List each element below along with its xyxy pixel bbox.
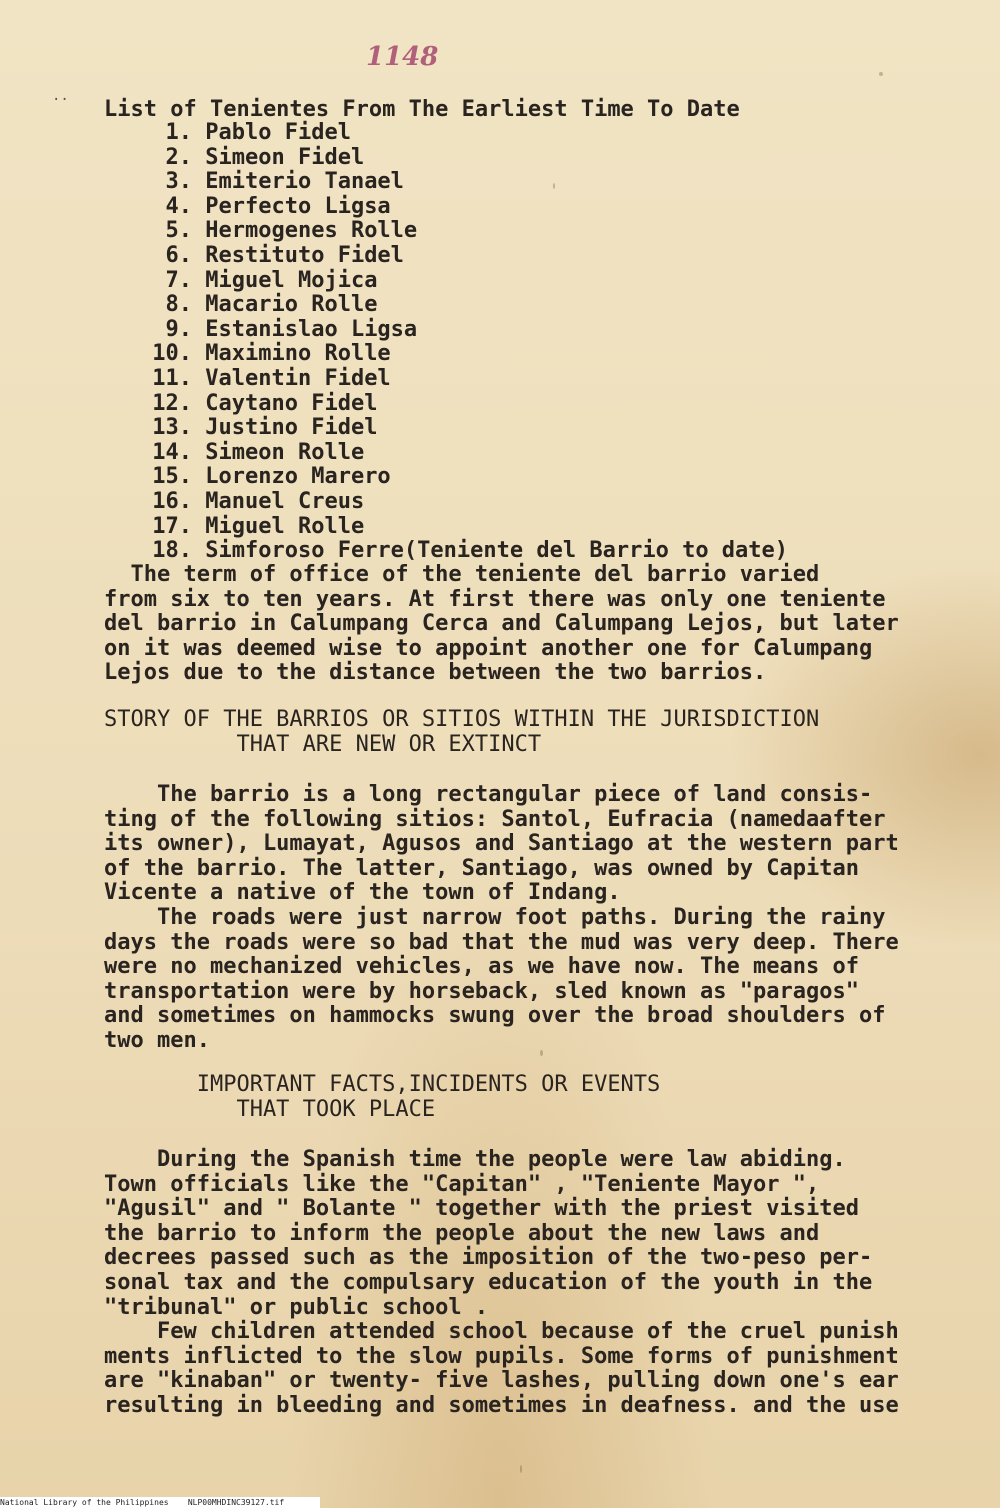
text-line: The barrio is a long rectangular piece of land consis- [104, 782, 873, 807]
paragraph-spanish-time [104, 1148, 994, 1419]
list-item-name: Miguel Mojica [205, 267, 378, 293]
handwritten-page-number: 1148 [366, 42, 439, 72]
list-item-number: 9. [165, 316, 192, 342]
list-item-number: 13. [152, 415, 192, 441]
margin-mark: ·· [52, 92, 69, 108]
text-line: resulting in bleeding and sometimes in deafness. and the use [104, 1392, 899, 1418]
text-line: Few children attended school because of the cruel punish [104, 1319, 899, 1345]
text-line: and sometimes on hammocks swung over the broad shoulders of [104, 1003, 886, 1029]
text-line: Town officials like the "Capitan" , "Teniente Mayor ", [104, 1171, 820, 1197]
text-line: transportation were by horseback, sled known as "paragos" [104, 978, 859, 1004]
list-item [136, 342, 788, 367]
list-item-number: 4. [165, 193, 192, 219]
text-line: IMPORTANT FACTS,INCIDENTS OR EVENTS [104, 1072, 661, 1097]
list-item [136, 244, 788, 269]
list-item-number: 11. [152, 365, 192, 391]
text-line: STORY OF THE BARRIOS OR SITIOS WITHIN THE JURISDICTION [104, 707, 820, 732]
text-line: sonal tax and the compulsary education of the youth in the [104, 1269, 873, 1295]
list-item [136, 269, 788, 294]
list-item [136, 392, 788, 417]
list-item-name: Manuel Creus [205, 488, 365, 514]
list-item-number: 18. [152, 538, 192, 564]
list-item-number: 15. [152, 464, 192, 490]
list-item-number: 1. [165, 120, 192, 145]
text-line: decrees passed such as the imposition of the two-peso per- [104, 1245, 873, 1271]
list-item [136, 293, 788, 318]
list-item-number: 17. [152, 513, 192, 539]
text-line: ments inflicted to the slow pupils. Some forms of punishment [104, 1343, 899, 1369]
text-line: ting of the following sitios: Santol, Eufracia (namedaafter [104, 806, 886, 832]
list-item-name: Miguel Rolle [205, 513, 365, 539]
list-item [136, 219, 788, 244]
list-item [136, 539, 788, 564]
list-item-name: Simforoso Ferre(Teniente del Barrio to date) [205, 538, 789, 564]
text-line: Vicente a native of the town of Indang. [104, 880, 621, 906]
list-item-name: Simeon Fidel [205, 144, 365, 170]
list-item [136, 490, 788, 515]
list-item-number: 3. [165, 169, 192, 195]
list-item-number: 10. [152, 341, 192, 367]
list-item-number: 16. [152, 488, 192, 514]
text-line: two men. [104, 1027, 210, 1053]
text-line: THAT ARE NEW OR EXTINCT [104, 731, 542, 757]
heading-important-facts [104, 1073, 994, 1122]
list-item [136, 121, 788, 146]
list-item-name: Simeon Rolle [205, 439, 365, 465]
list-item-name: Emiterio Tanael [205, 169, 404, 195]
list-item-number: 8. [165, 292, 192, 318]
list-item-name: Restituto Fidel [205, 242, 404, 268]
text-line: from six to ten years. At first there was only one teniente [104, 586, 886, 612]
list-item [136, 416, 788, 441]
list-item-name: Macario Rolle [205, 292, 378, 318]
list-item-name: Pablo Fidel [205, 120, 351, 145]
list-item-name: Estanislao Ligsa [205, 316, 418, 342]
text-line: of the barrio. The latter, Santiago, was owned by Capitan [104, 855, 859, 881]
archive-footer: National Library of the Philippines NLP00MHDINC39127.tif [0, 1497, 320, 1508]
paragraph-barrio-description [104, 783, 994, 1054]
list-item-number: 6. [165, 242, 192, 268]
list-title: List of Tenientes From The Earliest Time To Date [104, 97, 740, 122]
text-line: the barrio to inform the people about the new laws and [104, 1220, 820, 1246]
list-item [136, 146, 788, 171]
text-line: on it was deemed wise to appoint another one for Calumpang [104, 635, 873, 661]
list-item-number: 12. [152, 390, 192, 416]
list-item [136, 367, 788, 392]
text-line: Lejos due to the distance between the two barrios. [104, 660, 767, 686]
list-item-name: Caytano Fidel [205, 390, 378, 416]
text-line: were no mechanized vehicles, as we have now. The means of [104, 954, 859, 980]
list-item-number: 2. [165, 144, 192, 170]
text-line: The term of office of the teniente del barrio varied [104, 562, 820, 587]
text-line: "Agusil" and " Bolante " together with the priest visited [104, 1196, 859, 1222]
list-item [136, 465, 788, 490]
text-line: "tribunal" or public school . [104, 1294, 489, 1320]
list-item-name: Lorenzo Marero [205, 464, 391, 490]
list-item-number: 7. [165, 267, 192, 293]
text-line: The roads were just narrow foot paths. During the rainy [104, 904, 886, 930]
list-item [136, 441, 788, 466]
list-item [136, 170, 788, 195]
list-item-name: Maximino Rolle [205, 341, 391, 367]
heading-story-of-barrios [104, 708, 994, 757]
list-item [136, 195, 788, 220]
text-line: its owner), Lumayat, Agusos and Santiago at the western part [104, 831, 899, 857]
teniente-list [136, 121, 788, 564]
list-item-name: Justino Fidel [205, 415, 378, 441]
text-line: THAT TOOK PLACE [104, 1096, 436, 1122]
list-item [136, 515, 788, 540]
list-item [136, 318, 788, 343]
text-line: During the Spanish time the people were law abiding. [104, 1147, 846, 1172]
list-item-name: Hermogenes Rolle [205, 218, 418, 244]
list-item-name: Perfecto Ligsa [205, 193, 391, 219]
list-item-name: Valentin Fidel [205, 365, 391, 391]
list-item-number: 14. [152, 439, 192, 465]
text-line: del barrio in Calumpang Cerca and Calumpang Lejos, but later [104, 611, 899, 637]
text-line: are "kinaban" or twenty- five lashes, pulling down one's ear [104, 1368, 899, 1394]
text-line: days the roads were so bad that the mud was very deep. There [104, 929, 899, 955]
list-item-number: 5. [165, 218, 192, 244]
paragraph-term-of-office [104, 563, 994, 686]
